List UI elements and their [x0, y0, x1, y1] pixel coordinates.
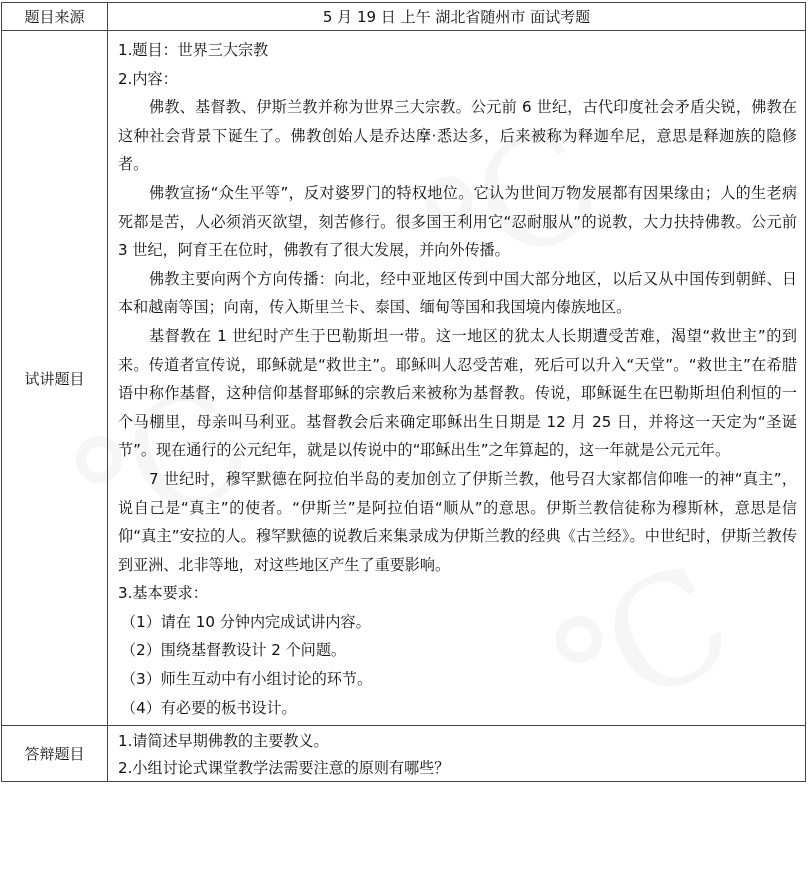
defense-row — [2, 726, 806, 782]
requirement-item: （3）师生互动中有小组讨论的环节。 — [121, 670, 373, 689]
requirements-heading: 3.基本要求： — [118, 584, 208, 603]
defense-question: 2.小组讨论式课堂教学法需要注意的原则有哪些？ — [118, 758, 450, 777]
lecture-label: 试讲题目 — [2, 31, 108, 726]
lecture-content — [108, 31, 806, 726]
exam-table — [1, 2, 806, 782]
header-row — [2, 3, 806, 31]
paragraph-buddhism-spread: 佛教主要向两个方向传播：向北，经中亚地区传到中国大部分地区，以后又从中国传到朝鲜、日本和越南等国；向南，传入斯里兰卡、泰国、缅甸等国和我国境内傣族地区。 — [118, 269, 797, 317]
paragraph-buddhism-origin: 佛教、基督教、伊斯兰教并称为世界三大宗教。公元前 6 世纪，古代印度社会矛盾尖锐，佛教在这种社会背景下诞生了。佛教创始人是乔达摩·悉达多，后来被称为释迦牟尼，意思是释迦族的隐修者。 — [118, 98, 797, 174]
paragraph-islam: 7 世纪时，穆罕默德在阿拉伯半岛的麦加创立了伊斯兰教，他号召大家都信仰唯一的神“真主”，说自己是“真主”的使者。“伊斯兰”是阿拉伯语“顺从”的意思。伊斯兰教信徒称为穆斯林，意思是信仰“真主”安拉的人。穆罕默德的说教后来集录成为伊斯兰教的经典《古兰经》。中世纪时，伊斯兰教传到亚洲、北非等地，对这些地区产生了重要影响。 — [118, 469, 797, 574]
lecture-row — [2, 31, 806, 726]
topic-line: 1.题目：世界三大宗教 — [118, 41, 269, 59]
paragraph-buddhism-teaching: 佛教宣扬“众生平等”，反对婆罗门的特权地位。它认为世间万物发展都有因果缘由；人的生老病死都是苦，人必须消灭欲望，刻苦修行。很多国王利用它“忍耐服从”的说教，大力扶持佛教。公元前 3 世纪，阿育王在位时，佛教有了很大发展，并向外传播。 — [118, 183, 797, 260]
defense-content — [108, 726, 806, 782]
requirement-item: （4）有必要的板书设计。 — [121, 698, 297, 717]
requirement-item: （2）围绕基督教设计 2 个问题。 — [121, 641, 347, 660]
defense-question: 1.请简述早期佛教的主要教义。 — [118, 732, 329, 751]
source-label: 题目来源 — [2, 3, 108, 31]
content-heading: 2.内容： — [118, 69, 178, 88]
requirement-item: （1）请在 10 分钟内完成试讲内容。 — [121, 612, 371, 631]
defense-label: 答辩题目 — [2, 726, 108, 782]
paragraph-christianity: 基督教在 1 世纪时产生于巴勒斯坦一带。这一地区的犹太人长期遭受苦难，渴望“救世主”的到来。传道者宣传说，耶稣就是“救世主”。耶稣叫人忍受苦难，死后可以升入“天堂”。“救世主”在希腊语中称作基督，这种信仰基督耶稣的宗教后来被称为基督教。传说，耶稣诞生在巴勒斯坦伯利恒的一个马棚里，母亲叫马利亚。基督教会后来确定耶稣出生日期是 12 月 25 日，并将这一天定为“圣诞节”。现在通行的公元纪年，就是以传说中的“耶稣出生”之年算起的，这一年就是公元元年。 — [118, 326, 797, 460]
source-value: 5 月 19 日 上午 湖北省随州市 面试考题 — [108, 3, 806, 31]
